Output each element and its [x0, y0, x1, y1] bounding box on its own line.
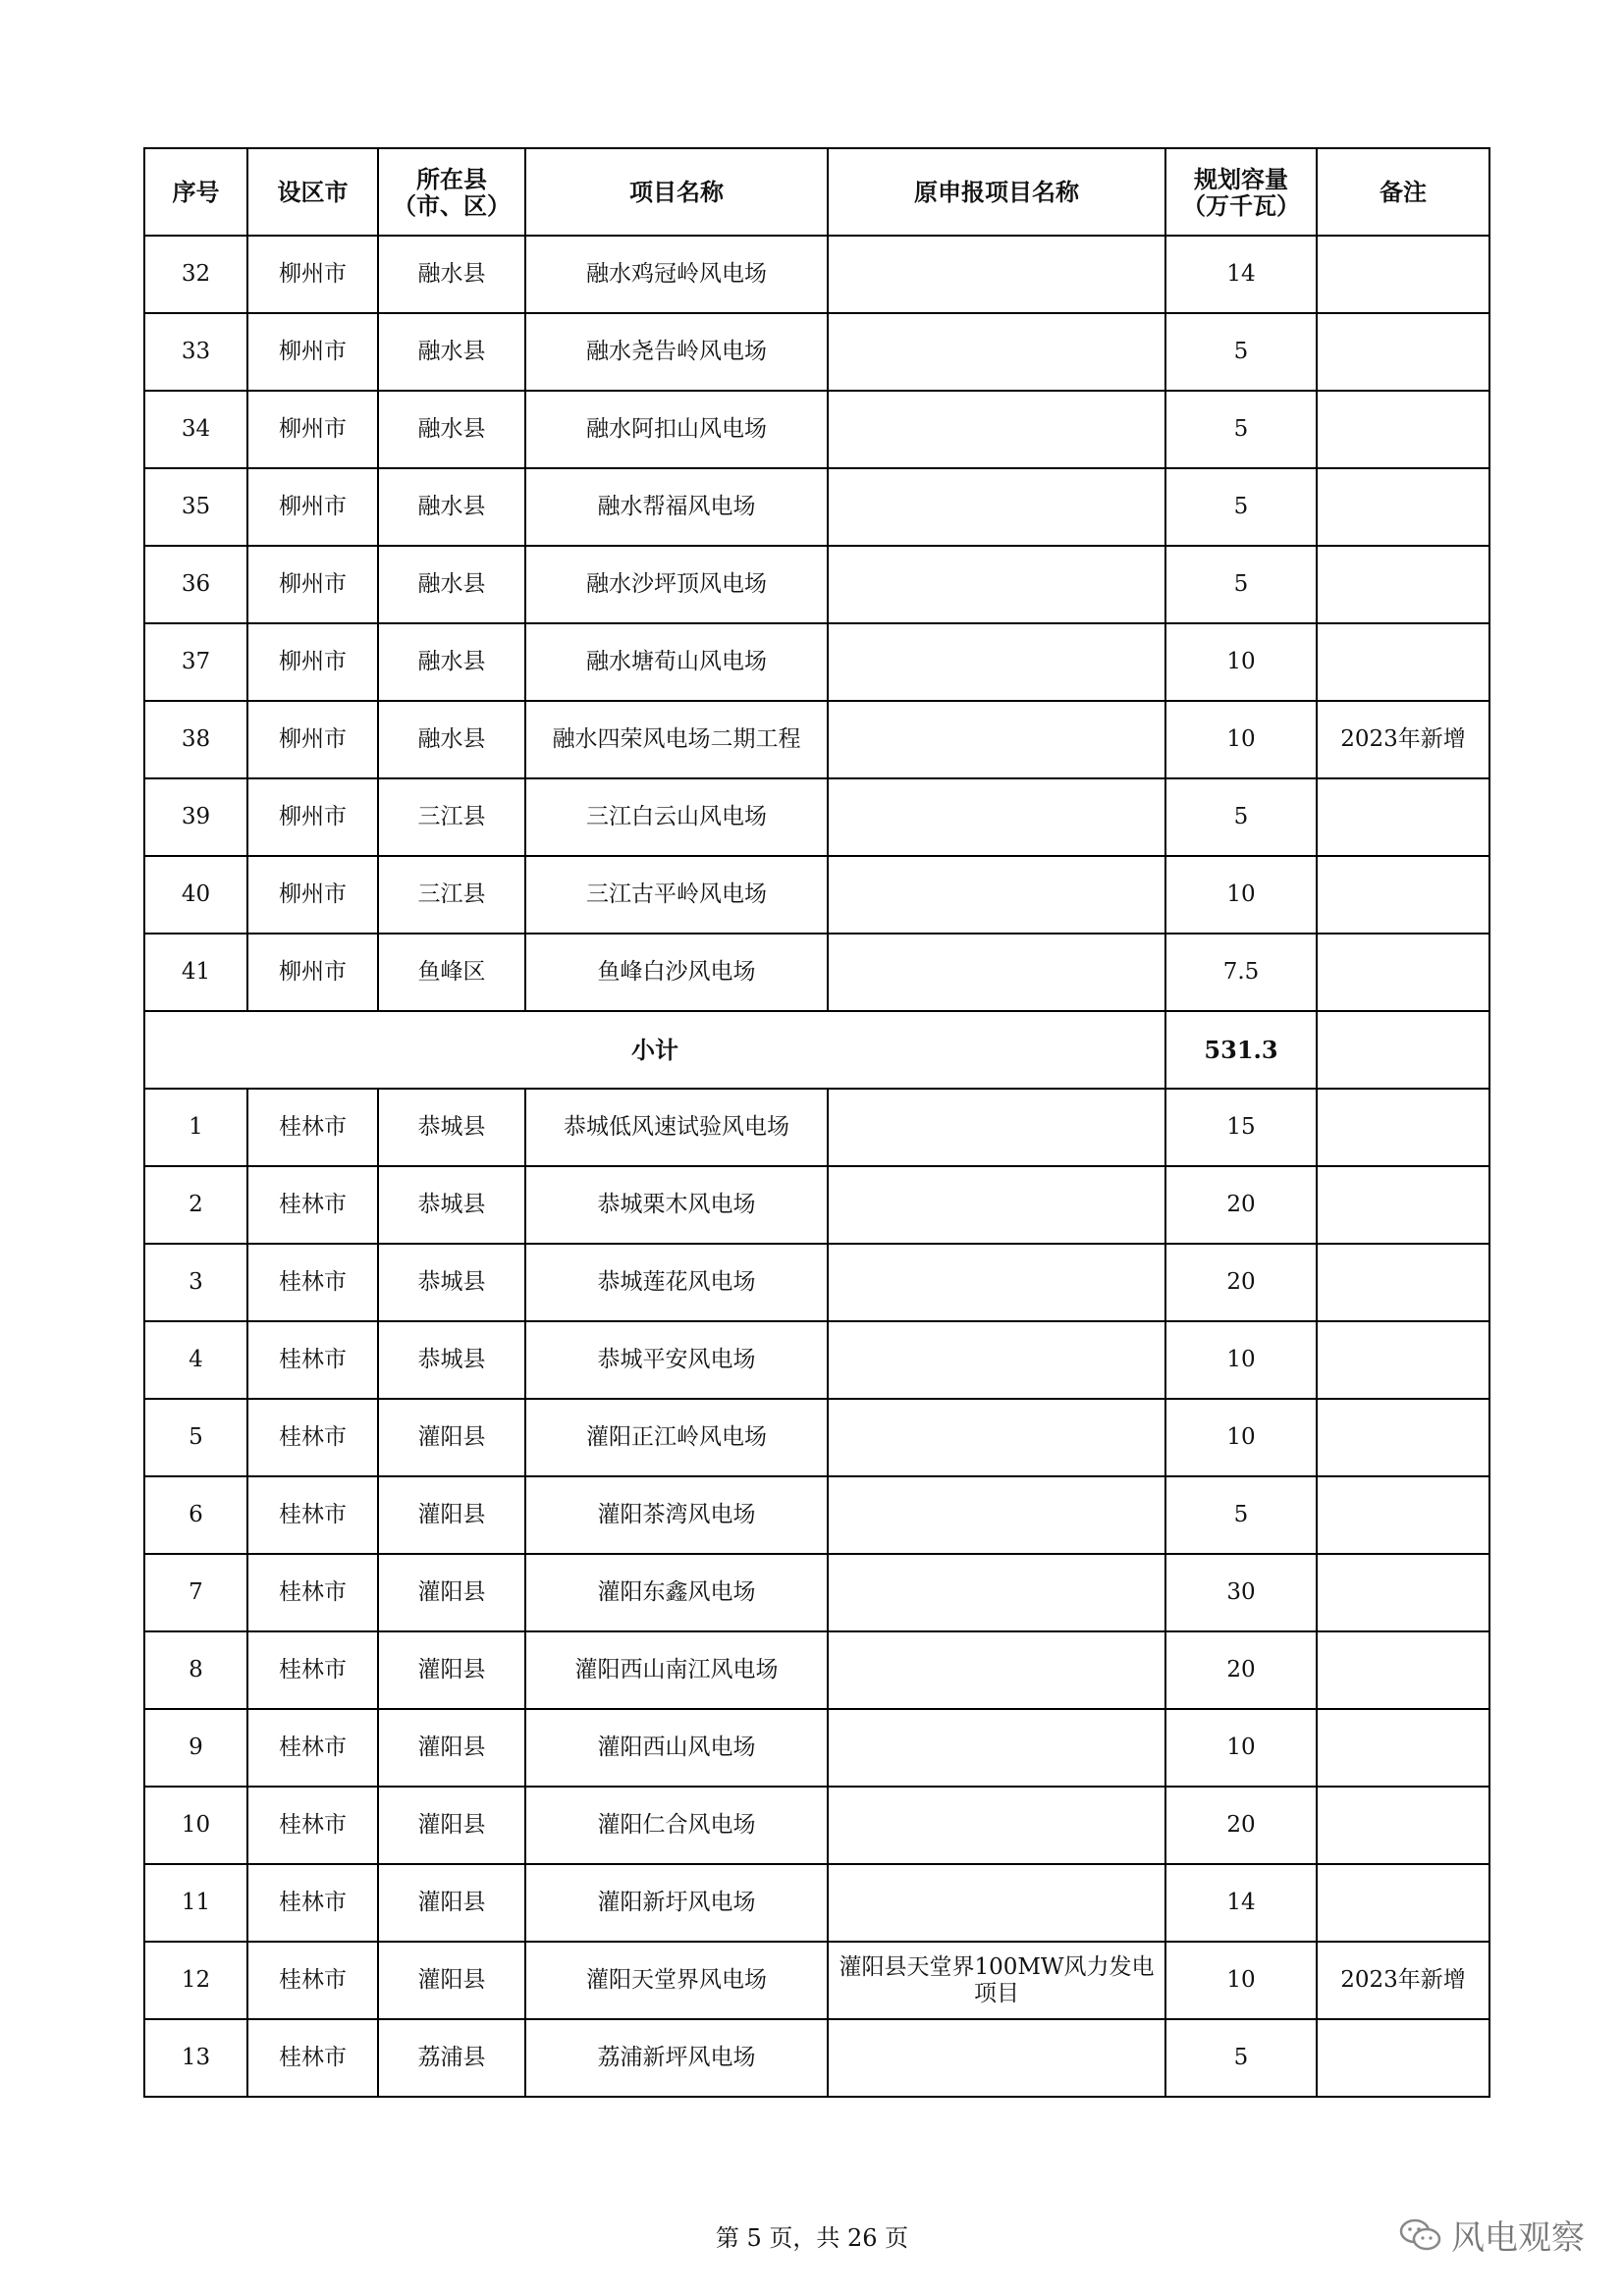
- cell-no: 40: [144, 856, 247, 934]
- cell-cap: 10: [1165, 856, 1317, 934]
- cell-county: 融水县: [378, 701, 525, 778]
- table-row: [144, 778, 1489, 856]
- cell-county: 荔浦县: [378, 2019, 525, 2097]
- watermark: [1398, 2211, 1585, 2259]
- cell-cap: 30: [1165, 1554, 1317, 1631]
- cell-note: [1317, 236, 1489, 313]
- cell-name: 三江古平岭风电场: [525, 856, 828, 934]
- cell-county: 融水县: [378, 236, 525, 313]
- cell-orig: [828, 1864, 1165, 1942]
- liuzhou-rows: [144, 236, 1489, 1011]
- cell-city: 柳州市: [247, 546, 378, 623]
- cell-cap: 15: [1165, 1089, 1317, 1166]
- cell-name: 恭城莲花风电场: [525, 1244, 828, 1321]
- cell-no: 8: [144, 1631, 247, 1709]
- cell-name: 融水沙坪顶风电场: [525, 546, 828, 623]
- cell-no: 37: [144, 623, 247, 701]
- cell-name: 灌阳西山风电场: [525, 1709, 828, 1787]
- table-row: [144, 701, 1489, 778]
- cell-note: [1317, 1631, 1489, 1709]
- guilin-rows: [144, 1089, 1489, 2097]
- cell-city: 柳州市: [247, 468, 378, 546]
- table-row: [144, 1244, 1489, 1321]
- cell-no: 34: [144, 391, 247, 468]
- cell-name: 灌阳天堂界风电场: [525, 1942, 828, 2019]
- table-row: [144, 313, 1489, 391]
- table-row: [144, 934, 1489, 1011]
- wechat-icon: [1398, 2216, 1443, 2254]
- cell-no: 12: [144, 1942, 247, 2019]
- cell-no: 33: [144, 313, 247, 391]
- table-row: [144, 236, 1489, 313]
- watermark-text: 风电观察: [1451, 2218, 1585, 2258]
- cell-county: 灌阳县: [378, 1709, 525, 1787]
- cell-orig: [828, 546, 1165, 623]
- cell-name: 恭城平安风电场: [525, 1321, 828, 1399]
- cell-name: 融水鸡冠岭风电场: [525, 236, 828, 313]
- cell-no: 35: [144, 468, 247, 546]
- cell-no: 6: [144, 1476, 247, 1554]
- header-row: [144, 148, 1489, 236]
- cell-county: 灌阳县: [378, 1476, 525, 1554]
- cell-name: 恭城低风速试验风电场: [525, 1089, 828, 1166]
- cell-county: 灌阳县: [378, 1864, 525, 1942]
- cell-cap: 5: [1165, 778, 1317, 856]
- cell-county: 融水县: [378, 468, 525, 546]
- cell-note: [1317, 856, 1489, 934]
- header-cell: 所在县 （市、区）: [378, 148, 525, 236]
- cell-cap: 7.5: [1165, 934, 1317, 1011]
- cell-city: 桂林市: [247, 1787, 378, 1864]
- cell-city: 桂林市: [247, 1554, 378, 1631]
- cell-county: 三江县: [378, 856, 525, 934]
- cell-cap: 10: [1165, 1942, 1317, 2019]
- cell-note: [1317, 1864, 1489, 1942]
- table-row: [144, 468, 1489, 546]
- cell-orig: [828, 391, 1165, 468]
- cell-no: 10: [144, 1787, 247, 1864]
- cell-note: [1317, 1166, 1489, 1244]
- cell-note: [1317, 1399, 1489, 1476]
- cell-no: 36: [144, 546, 247, 623]
- cell-cap: 20: [1165, 1244, 1317, 1321]
- cell-county: 融水县: [378, 313, 525, 391]
- cell-no: 2: [144, 1166, 247, 1244]
- cell-city: 柳州市: [247, 623, 378, 701]
- cell-no: 7: [144, 1554, 247, 1631]
- table-row: [144, 1399, 1489, 1476]
- cell-name: 融水四荣风电场二期工程: [525, 701, 828, 778]
- table-row: [144, 1166, 1489, 1244]
- cell-cap: 5: [1165, 313, 1317, 391]
- cell-cap: 14: [1165, 236, 1317, 313]
- cell-name: 灌阳茶湾风电场: [525, 1476, 828, 1554]
- subtotal-note: [1317, 1011, 1489, 1089]
- cell-orig: [828, 1244, 1165, 1321]
- cell-orig: [828, 778, 1165, 856]
- cell-note: [1317, 546, 1489, 623]
- cell-city: 柳州市: [247, 934, 378, 1011]
- table-row: [144, 1942, 1489, 2019]
- header-cell: 原申报项目名称: [828, 148, 1165, 236]
- cell-note: [1317, 1476, 1489, 1554]
- cell-city: 柳州市: [247, 701, 378, 778]
- cell-cap: 10: [1165, 1321, 1317, 1399]
- subtotal-section: [144, 1011, 1489, 1089]
- cell-orig: [828, 1321, 1165, 1399]
- cell-county: 灌阳县: [378, 1399, 525, 1476]
- cell-county: 融水县: [378, 391, 525, 468]
- table-row: [144, 856, 1489, 934]
- cell-orig: [828, 1631, 1165, 1709]
- cell-note: [1317, 934, 1489, 1011]
- cell-cap: 20: [1165, 1787, 1317, 1864]
- cell-city: 桂林市: [247, 2019, 378, 2097]
- cell-orig: [828, 1399, 1165, 1476]
- cell-name: 融水阿扣山风电场: [525, 391, 828, 468]
- cell-city: 桂林市: [247, 1244, 378, 1321]
- cell-city: 桂林市: [247, 1709, 378, 1787]
- cell-no: 1: [144, 1089, 247, 1166]
- header-cell: 规划容量 （万千瓦）: [1165, 148, 1317, 236]
- cell-name: 融水尧告岭风电场: [525, 313, 828, 391]
- cell-note: [1317, 623, 1489, 701]
- table-row: [144, 1709, 1489, 1787]
- cell-city: 桂林市: [247, 1089, 378, 1166]
- cell-note: [1317, 391, 1489, 468]
- cell-name: 恭城栗木风电场: [525, 1166, 828, 1244]
- header-cell: 设区市: [247, 148, 378, 236]
- cell-note: [1317, 1244, 1489, 1321]
- cell-cap: 10: [1165, 1709, 1317, 1787]
- cell-no: 39: [144, 778, 247, 856]
- cell-city: 桂林市: [247, 1476, 378, 1554]
- cell-name: 灌阳新圩风电场: [525, 1864, 828, 1942]
- cell-county: 灌阳县: [378, 1787, 525, 1864]
- cell-county: 恭城县: [378, 1166, 525, 1244]
- project-table: [143, 147, 1490, 2098]
- cell-note: [1317, 1787, 1489, 1864]
- cell-orig: [828, 1166, 1165, 1244]
- cell-cap: 14: [1165, 1864, 1317, 1942]
- cell-note: [1317, 313, 1489, 391]
- cell-cap: 5: [1165, 546, 1317, 623]
- cell-no: 13: [144, 2019, 247, 2097]
- cell-city: 桂林市: [247, 1942, 378, 2019]
- cell-county: 恭城县: [378, 1089, 525, 1166]
- cell-county: 融水县: [378, 623, 525, 701]
- cell-city: 桂林市: [247, 1166, 378, 1244]
- cell-county: 三江县: [378, 778, 525, 856]
- cell-name: 荔浦新坪风电场: [525, 2019, 828, 2097]
- cell-orig: [828, 856, 1165, 934]
- cell-city: 桂林市: [247, 1399, 378, 1476]
- cell-no: 3: [144, 1244, 247, 1321]
- header-cell: 项目名称: [525, 148, 828, 236]
- cell-county: 恭城县: [378, 1244, 525, 1321]
- cell-orig: [828, 2019, 1165, 2097]
- cell-name: 灌阳仁合风电场: [525, 1787, 828, 1864]
- table-row: [144, 1787, 1489, 1864]
- cell-note: [1317, 468, 1489, 546]
- table-row: [144, 1631, 1489, 1709]
- cell-orig: [828, 701, 1165, 778]
- cell-city: 柳州市: [247, 856, 378, 934]
- cell-orig: [828, 1709, 1165, 1787]
- table-row: [144, 1476, 1489, 1554]
- cell-name: 鱼峰白沙风电场: [525, 934, 828, 1011]
- cell-no: 32: [144, 236, 247, 313]
- cell-no: 38: [144, 701, 247, 778]
- cell-note: 2023年新增: [1317, 701, 1489, 778]
- table-row: [144, 1089, 1489, 1166]
- cell-city: 柳州市: [247, 236, 378, 313]
- cell-cap: 5: [1165, 2019, 1317, 2097]
- cell-county: 融水县: [378, 546, 525, 623]
- cell-no: 4: [144, 1321, 247, 1399]
- cell-name: 灌阳正江岭风电场: [525, 1399, 828, 1476]
- cell-county: 灌阳县: [378, 1942, 525, 2019]
- table-row: [144, 1864, 1489, 1942]
- cell-cap: 20: [1165, 1631, 1317, 1709]
- cell-orig: [828, 236, 1165, 313]
- cell-note: [1317, 1709, 1489, 1787]
- subtotal-row: [144, 1011, 1489, 1089]
- subtotal-capacity: 531.3: [1165, 1011, 1317, 1089]
- table-row: [144, 1554, 1489, 1631]
- cell-cap: 5: [1165, 468, 1317, 546]
- header-cell: 序号: [144, 148, 247, 236]
- cell-orig: [828, 468, 1165, 546]
- cell-city: 桂林市: [247, 1631, 378, 1709]
- header-cell: 备注: [1317, 148, 1489, 236]
- cell-orig: [828, 1476, 1165, 1554]
- cell-orig: [828, 1554, 1165, 1631]
- cell-county: 灌阳县: [378, 1631, 525, 1709]
- cell-name: 融水帮福风电场: [525, 468, 828, 546]
- cell-county: 鱼峰区: [378, 934, 525, 1011]
- cell-city: 柳州市: [247, 391, 378, 468]
- cell-city: 桂林市: [247, 1321, 378, 1399]
- table-row: [144, 1321, 1489, 1399]
- cell-orig: [828, 1089, 1165, 1166]
- cell-name: 融水塘荀山风电场: [525, 623, 828, 701]
- subtotal-label: 小计: [144, 1011, 1165, 1089]
- cell-city: 柳州市: [247, 778, 378, 856]
- table-row: [144, 546, 1489, 623]
- cell-note: [1317, 778, 1489, 856]
- cell-no: 11: [144, 1864, 247, 1942]
- cell-note: [1317, 1554, 1489, 1631]
- table-row: [144, 2019, 1489, 2097]
- cell-cap: 5: [1165, 391, 1317, 468]
- cell-orig: [828, 934, 1165, 1011]
- cell-no: 5: [144, 1399, 247, 1476]
- cell-orig: [828, 313, 1165, 391]
- cell-orig: [828, 1787, 1165, 1864]
- cell-name: 灌阳东鑫风电场: [525, 1554, 828, 1631]
- table-row: [144, 391, 1489, 468]
- cell-note: [1317, 1089, 1489, 1166]
- cell-orig: 灌阳县天堂界100MW风力发电项目: [828, 1942, 1165, 2019]
- cell-cap: 10: [1165, 1399, 1317, 1476]
- cell-note: [1317, 2019, 1489, 2097]
- cell-cap: 20: [1165, 1166, 1317, 1244]
- cell-county: 恭城县: [378, 1321, 525, 1399]
- cell-name: 三江白云山风电场: [525, 778, 828, 856]
- cell-cap: 5: [1165, 1476, 1317, 1554]
- cell-cap: 10: [1165, 701, 1317, 778]
- cell-cap: 10: [1165, 623, 1317, 701]
- cell-city: 桂林市: [247, 1864, 378, 1942]
- cell-county: 灌阳县: [378, 1554, 525, 1631]
- table-row: [144, 623, 1489, 701]
- cell-name: 灌阳西山南江风电场: [525, 1631, 828, 1709]
- page-footer: 第 5 页，共 26 页: [715, 2224, 909, 2252]
- cell-city: 柳州市: [247, 313, 378, 391]
- cell-note: [1317, 1321, 1489, 1399]
- cell-no: 41: [144, 934, 247, 1011]
- cell-note: 2023年新增: [1317, 1942, 1489, 2019]
- cell-orig: [828, 623, 1165, 701]
- cell-no: 9: [144, 1709, 247, 1787]
